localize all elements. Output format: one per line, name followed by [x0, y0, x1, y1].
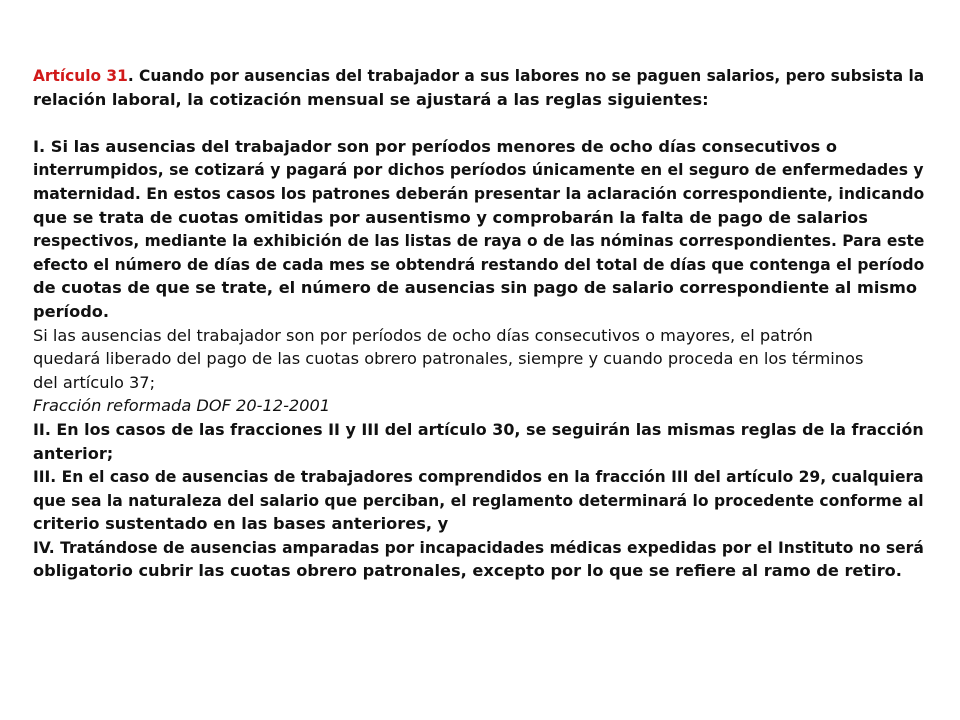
- fraction-1-second-paragraph-line: quedará liberado del pago de las cuotas obrero patronales, siempre y cuando proceda en los términos: [33, 349, 864, 369]
- fraction-1-line: efecto el número de días de cada mes se obtendrá restando del total de días que contenga el período: [33, 254, 925, 274]
- fraction-4-line: obligatorio cubrir las cuotas obrero patronales, excepto por lo que se refiere al ramo de retiro.: [33, 561, 902, 581]
- fraction-1-second-paragraph-line: del artículo 37;: [33, 372, 156, 392]
- fraction-1-line: de cuotas de que se trate, el número de ausencias sin pago de salario correspondiente al mismo: [33, 278, 918, 298]
- fraction-1-line: que se trata de cuotas omitidas por ausentismo y comprobarán la falta de pago de salarios: [33, 207, 868, 227]
- fraction-3-line: criterio sustentado en las bases anteriores, y: [33, 514, 449, 534]
- fraction-4-line: IV. Tratándose de ausencias amparadas por incapacidades médicas expedidas por el Instituto no será: [33, 537, 924, 557]
- article-intro-line-2: relación laboral, la cotización mensual se ajustará a las reglas siguientes:: [33, 89, 709, 109]
- article-intro-line-1: [33, 64, 925, 88]
- fraction-2-line: anterior;: [33, 443, 114, 463]
- reform-note: Fracción reformada DOF 20-12-2001: [33, 396, 331, 416]
- paragraph-spacer: [33, 111, 924, 135]
- fraction-1-line: maternidad. En estos casos los patrones deberán presentar la aclaración correspondiente, indicando: [33, 183, 925, 203]
- fraction-1-line: I. Si las ausencias del trabajador son por períodos menores de ocho días consecutivos o: [33, 136, 838, 156]
- article-label: Artículo 31: [33, 66, 128, 85]
- fraction-3-line: que sea la naturaleza del salario que perciban, el reglamento determinará lo procedente conforme al: [33, 490, 924, 510]
- fraction-1-line: interrumpidos, se cotizará y pagará por dichos períodos únicamente en el seguro de enfermedades y: [33, 160, 924, 180]
- fraction-1-line: respectivos, mediante la exhibición de las listas de raya o de las nóminas correspondientes. Para este: [33, 231, 925, 251]
- fraction-1-line: período.: [33, 301, 110, 321]
- fraction-2-line: II. En los casos de las fracciones II y III del artículo 30, se seguirán las mismas reglas de la fracción: [33, 419, 924, 439]
- fraction-1-second-paragraph-line: Si las ausencias del trabajador son por períodos de ocho días consecutivos o mayores, el patrón: [33, 325, 813, 345]
- fraction-3-line: III. En el caso de ausencias de trabajadores comprendidos en la fracción III del artículo 29, cualquiera: [33, 467, 924, 487]
- article-intro-rest: . Cuando por ausencias del trabajador a sus labores no se paguen salarios, pero subsista la: [127, 66, 925, 85]
- article-text-block: [33, 64, 924, 583]
